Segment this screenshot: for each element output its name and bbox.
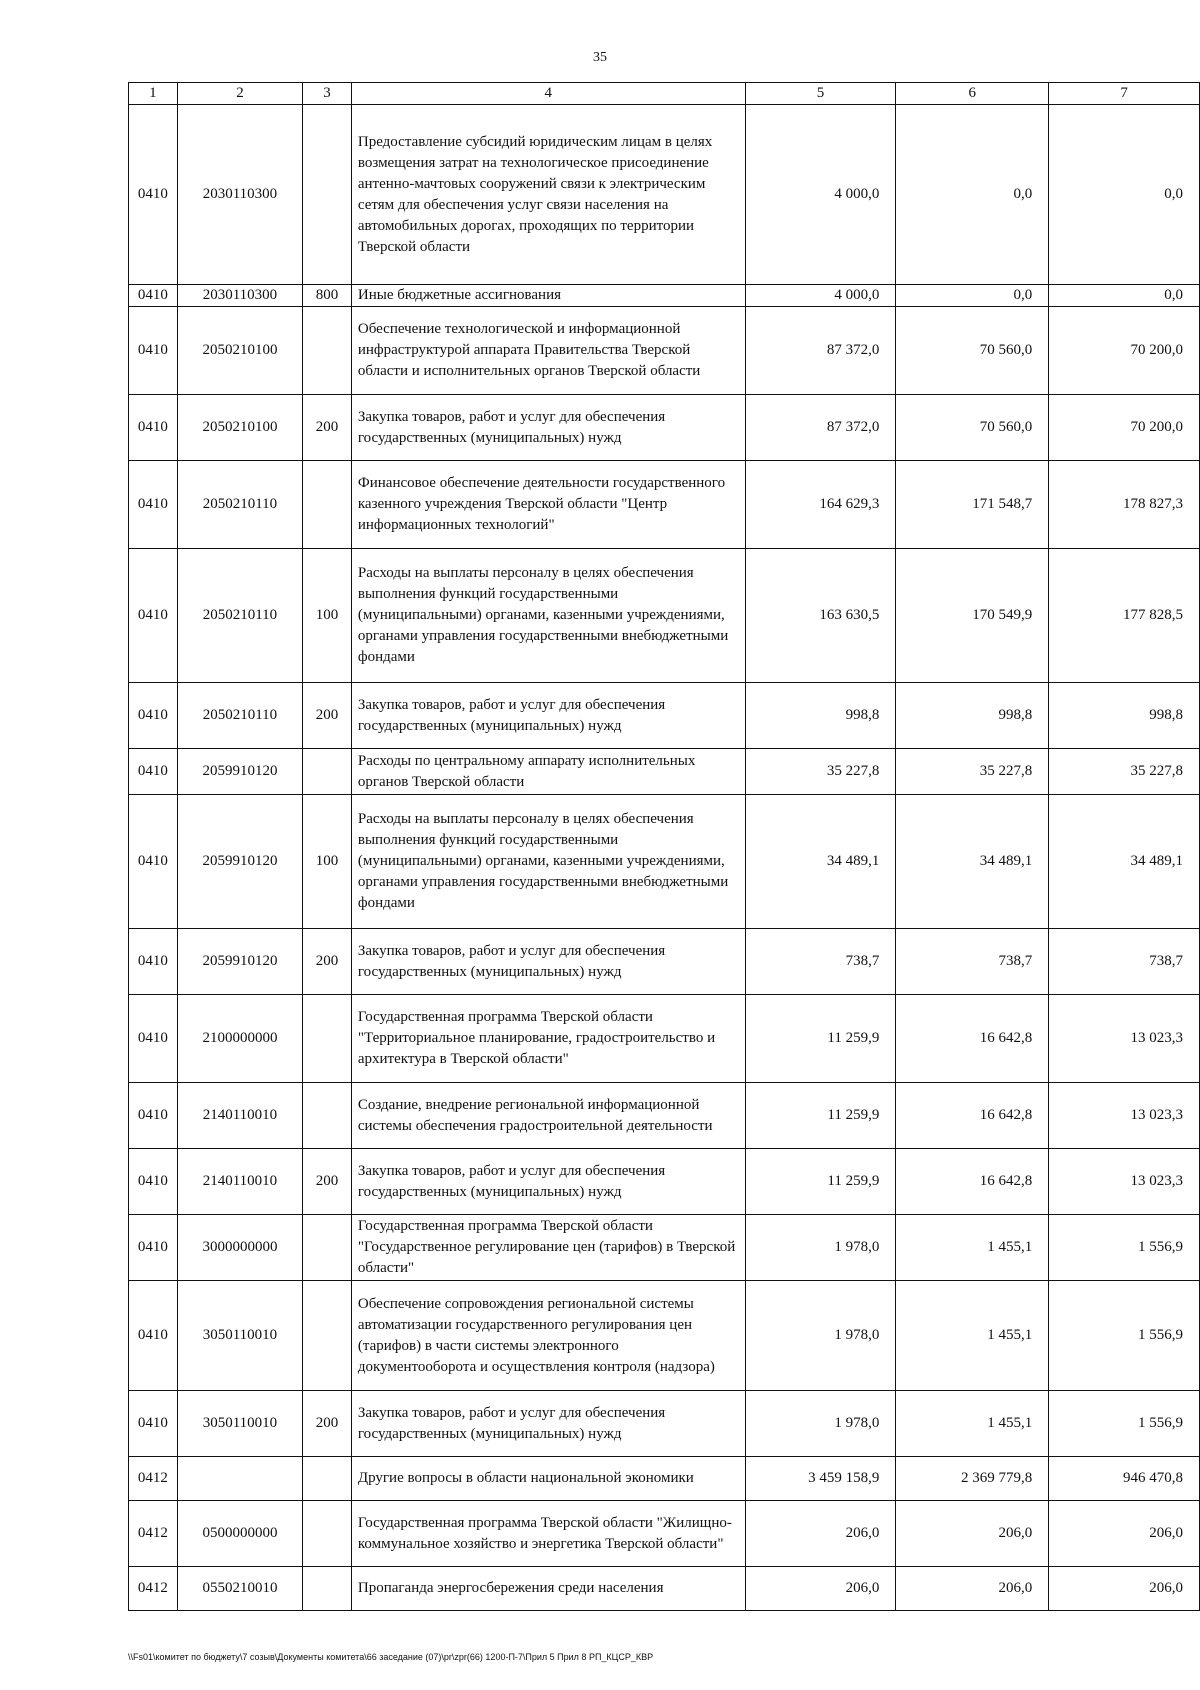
col-header-5: 5 xyxy=(745,83,896,105)
amount-year2-cell: 16 642,8 xyxy=(896,995,1049,1083)
target-article-cell: 3050110010 xyxy=(177,1281,302,1391)
description-cell: Пропаганда энергосбережения среди населения xyxy=(351,1567,745,1611)
expense-type-cell: 800 xyxy=(303,285,352,307)
amount-year2-cell: 1 455,1 xyxy=(896,1281,1049,1391)
amount-year1-cell: 206,0 xyxy=(745,1501,896,1567)
section-code-cell: 0412 xyxy=(129,1457,178,1501)
section-code-cell: 0410 xyxy=(129,461,178,549)
amount-year1-cell: 35 227,8 xyxy=(745,749,896,795)
amount-year3-cell: 1 556,9 xyxy=(1049,1391,1200,1457)
amount-year1-cell: 738,7 xyxy=(745,929,896,995)
section-code-cell: 0410 xyxy=(129,1391,178,1457)
table-row xyxy=(129,1083,1200,1149)
amount-year1-cell: 1 978,0 xyxy=(745,1215,896,1281)
col-header-1: 1 xyxy=(129,83,178,105)
amount-year1-cell: 1 978,0 xyxy=(745,1391,896,1457)
table-row xyxy=(129,683,1200,749)
expense-type-cell xyxy=(303,1501,352,1567)
table-row xyxy=(129,929,1200,995)
target-article-cell: 2100000000 xyxy=(177,995,302,1083)
section-code-cell: 0410 xyxy=(129,285,178,307)
target-article-cell: 2059910120 xyxy=(177,929,302,995)
amount-year3-cell: 177 828,5 xyxy=(1049,549,1200,683)
target-article-cell: 2030110300 xyxy=(177,105,302,285)
amount-year3-cell: 998,8 xyxy=(1049,683,1200,749)
table-row xyxy=(129,1281,1200,1391)
description-cell: Закупка товаров, работ и услуг для обеспечения государственных (муниципальных) нужд xyxy=(351,1391,745,1457)
amount-year2-cell: 1 455,1 xyxy=(896,1215,1049,1281)
amount-year2-cell: 998,8 xyxy=(896,683,1049,749)
description-cell: Государственная программа Тверской области "Жилищно-коммунальное хозяйство и энергетика Тверской области" xyxy=(351,1501,745,1567)
expense-type-cell xyxy=(303,749,352,795)
expense-type-cell: 100 xyxy=(303,549,352,683)
target-article-cell: 0550210010 xyxy=(177,1567,302,1611)
amount-year3-cell: 13 023,3 xyxy=(1049,1149,1200,1215)
col-header-2: 2 xyxy=(177,83,302,105)
section-code-cell: 0410 xyxy=(129,1281,178,1391)
section-code-cell: 0410 xyxy=(129,1215,178,1281)
table-row xyxy=(129,749,1200,795)
page-number: 35 xyxy=(593,50,607,65)
section-code-cell: 0410 xyxy=(129,1149,178,1215)
target-article-cell: 2050210100 xyxy=(177,307,302,395)
description-cell: Иные бюджетные ассигнования xyxy=(351,285,745,307)
amount-year2-cell: 0,0 xyxy=(896,285,1049,307)
amount-year3-cell: 0,0 xyxy=(1049,105,1200,285)
expense-type-cell: 200 xyxy=(303,683,352,749)
target-article-cell: 2030110300 xyxy=(177,285,302,307)
amount-year3-cell: 35 227,8 xyxy=(1049,749,1200,795)
section-code-cell: 0410 xyxy=(129,1083,178,1149)
expense-type-cell: 200 xyxy=(303,1149,352,1215)
target-article-cell: 3050110010 xyxy=(177,1391,302,1457)
section-code-cell: 0410 xyxy=(129,105,178,285)
description-cell: Государственная программа Тверской области "Государственное регулирование цен (тарифов) в Тверской области" xyxy=(351,1215,745,1281)
description-cell: Расходы по центральному аппарату исполнительных органов Тверской области xyxy=(351,749,745,795)
description-cell: Закупка товаров, работ и услуг для обеспечения государственных (муниципальных) нужд xyxy=(351,683,745,749)
expense-type-cell xyxy=(303,105,352,285)
amount-year3-cell: 0,0 xyxy=(1049,285,1200,307)
description-cell: Обеспечение технологической и информационной инфраструктурой аппарата Правительства Тверской области и исполнительных органов Тверской области xyxy=(351,307,745,395)
table-row xyxy=(129,461,1200,549)
expense-type-cell xyxy=(303,461,352,549)
description-cell: Расходы на выплаты персоналу в целях обеспечения выполнения функций государственными (муниципальными) органами, казенными учреждениями, органами управления государственными внебюджетными фондами xyxy=(351,795,745,929)
target-article-cell: 2059910120 xyxy=(177,749,302,795)
col-header-7: 7 xyxy=(1049,83,1200,105)
amount-year1-cell: 163 630,5 xyxy=(745,549,896,683)
amount-year3-cell: 70 200,0 xyxy=(1049,307,1200,395)
table-row xyxy=(129,1457,1200,1501)
amount-year1-cell: 998,8 xyxy=(745,683,896,749)
amount-year2-cell: 70 560,0 xyxy=(896,395,1049,461)
table-row xyxy=(129,995,1200,1083)
expense-type-cell: 200 xyxy=(303,395,352,461)
target-article-cell: 0500000000 xyxy=(177,1501,302,1567)
target-article-cell: 2050210110 xyxy=(177,461,302,549)
amount-year1-cell: 34 489,1 xyxy=(745,795,896,929)
amount-year1-cell: 87 372,0 xyxy=(745,307,896,395)
amount-year3-cell: 1 556,9 xyxy=(1049,1215,1200,1281)
target-article-cell: 3000000000 xyxy=(177,1215,302,1281)
expense-type-cell xyxy=(303,1281,352,1391)
table-row xyxy=(129,795,1200,929)
col-header-6: 6 xyxy=(896,83,1049,105)
budget-table xyxy=(128,82,1200,1611)
expense-type-cell xyxy=(303,995,352,1083)
amount-year2-cell: 16 642,8 xyxy=(896,1083,1049,1149)
expense-type-cell xyxy=(303,1215,352,1281)
expense-type-cell xyxy=(303,1083,352,1149)
target-article-cell: 2140110010 xyxy=(177,1149,302,1215)
table-row xyxy=(129,105,1200,285)
amount-year2-cell: 70 560,0 xyxy=(896,307,1049,395)
amount-year2-cell: 171 548,7 xyxy=(896,461,1049,549)
amount-year1-cell: 11 259,9 xyxy=(745,1083,896,1149)
section-code-cell: 0410 xyxy=(129,795,178,929)
amount-year3-cell: 206,0 xyxy=(1049,1501,1200,1567)
table-body xyxy=(129,105,1200,1611)
target-article-cell: 2050210110 xyxy=(177,683,302,749)
description-cell: Другие вопросы в области национальной экономики xyxy=(351,1457,745,1501)
amount-year2-cell: 0,0 xyxy=(896,105,1049,285)
amount-year2-cell: 206,0 xyxy=(896,1567,1049,1611)
amount-year2-cell: 16 642,8 xyxy=(896,1149,1049,1215)
col-header-3: 3 xyxy=(303,83,352,105)
amount-year3-cell: 13 023,3 xyxy=(1049,1083,1200,1149)
table-row xyxy=(129,1567,1200,1611)
amount-year2-cell: 2 369 779,8 xyxy=(896,1457,1049,1501)
amount-year1-cell: 87 372,0 xyxy=(745,395,896,461)
amount-year1-cell: 3 459 158,9 xyxy=(745,1457,896,1501)
amount-year1-cell: 11 259,9 xyxy=(745,995,896,1083)
amount-year1-cell: 4 000,0 xyxy=(745,105,896,285)
section-code-cell: 0410 xyxy=(129,995,178,1083)
expense-type-cell: 200 xyxy=(303,1391,352,1457)
description-cell: Создание, внедрение региональной информационной системы обеспечения градостроительной деятельности xyxy=(351,1083,745,1149)
description-cell: Закупка товаров, работ и услуг для обеспечения государственных (муниципальных) нужд xyxy=(351,929,745,995)
section-code-cell: 0410 xyxy=(129,395,178,461)
table-row xyxy=(129,1215,1200,1281)
amount-year3-cell: 206,0 xyxy=(1049,1567,1200,1611)
amount-year2-cell: 34 489,1 xyxy=(896,795,1049,929)
target-article-cell: 2050210100 xyxy=(177,395,302,461)
amount-year2-cell: 738,7 xyxy=(896,929,1049,995)
expense-type-cell: 100 xyxy=(303,795,352,929)
table-header-row xyxy=(129,83,1200,105)
section-code-cell: 0410 xyxy=(129,929,178,995)
amount-year3-cell: 738,7 xyxy=(1049,929,1200,995)
amount-year1-cell: 1 978,0 xyxy=(745,1281,896,1391)
description-cell: Обеспечение сопровождения региональной системы автоматизации государственного регулирования цен (тарифов) в части системы электронного документооборота и осуществления контроля (надзора) xyxy=(351,1281,745,1391)
amount-year3-cell: 70 200,0 xyxy=(1049,395,1200,461)
description-cell: Финансовое обеспечение деятельности государственного казенного учреждения Тверской области "Центр информационных технологий" xyxy=(351,461,745,549)
section-code-cell: 0412 xyxy=(129,1501,178,1567)
amount-year2-cell: 1 455,1 xyxy=(896,1391,1049,1457)
target-article-cell: 2059910120 xyxy=(177,795,302,929)
amount-year3-cell: 178 827,3 xyxy=(1049,461,1200,549)
description-cell: Закупка товаров, работ и услуг для обеспечения государственных (муниципальных) нужд xyxy=(351,1149,745,1215)
description-cell: Расходы на выплаты персоналу в целях обеспечения выполнения функций государственными (муниципальными) органами, казенными учреждениями, органами управления государственными внебюджетными фондами xyxy=(351,549,745,683)
table-row xyxy=(129,307,1200,395)
expense-type-cell: 200 xyxy=(303,929,352,995)
amount-year2-cell: 206,0 xyxy=(896,1501,1049,1567)
section-code-cell: 0410 xyxy=(129,749,178,795)
amount-year1-cell: 11 259,9 xyxy=(745,1149,896,1215)
section-code-cell: 0410 xyxy=(129,683,178,749)
table-row xyxy=(129,1149,1200,1215)
file-path-footer: \\Fs01\комитет по бюджету\7 созыв\Документы комитета\66 заседание (07)\pr\zpr(66) 1200-П-7\Прил 5 Прил 8 РП_КЦСР_КВР xyxy=(128,1652,654,1662)
table-row xyxy=(129,395,1200,461)
table-row xyxy=(129,1391,1200,1457)
section-code-cell: 0412 xyxy=(129,1567,178,1611)
target-article-cell: 2140110010 xyxy=(177,1083,302,1149)
amount-year1-cell: 206,0 xyxy=(745,1567,896,1611)
section-code-cell: 0410 xyxy=(129,307,178,395)
section-code-cell: 0410 xyxy=(129,549,178,683)
amount-year3-cell: 13 023,3 xyxy=(1049,995,1200,1083)
table-row xyxy=(129,1501,1200,1567)
amount-year3-cell: 1 556,9 xyxy=(1049,1281,1200,1391)
target-article-cell xyxy=(177,1457,302,1501)
expense-type-cell xyxy=(303,1457,352,1501)
amount-year1-cell: 4 000,0 xyxy=(745,285,896,307)
amount-year3-cell: 34 489,1 xyxy=(1049,795,1200,929)
expense-type-cell xyxy=(303,307,352,395)
description-cell: Государственная программа Тверской области "Территориальное планирование, градостроительство и архитектура в Тверской области" xyxy=(351,995,745,1083)
description-cell: Закупка товаров, работ и услуг для обеспечения государственных (муниципальных) нужд xyxy=(351,395,745,461)
amount-year1-cell: 164 629,3 xyxy=(745,461,896,549)
amount-year3-cell: 946 470,8 xyxy=(1049,1457,1200,1501)
amount-year2-cell: 170 549,9 xyxy=(896,549,1049,683)
table-row xyxy=(129,549,1200,683)
target-article-cell: 2050210110 xyxy=(177,549,302,683)
col-header-4: 4 xyxy=(351,83,745,105)
amount-year2-cell: 35 227,8 xyxy=(896,749,1049,795)
description-cell: Предоставление субсидий юридическим лицам в целях возмещения затрат на технологическое присоединение антенно-мачтовых сооружений связи к электрическим сетям для обеспечения услуг связи населения на автомобильных дорогах, проходящих по территории Тверской области xyxy=(351,105,745,285)
table-row xyxy=(129,285,1200,307)
expense-type-cell xyxy=(303,1567,352,1611)
